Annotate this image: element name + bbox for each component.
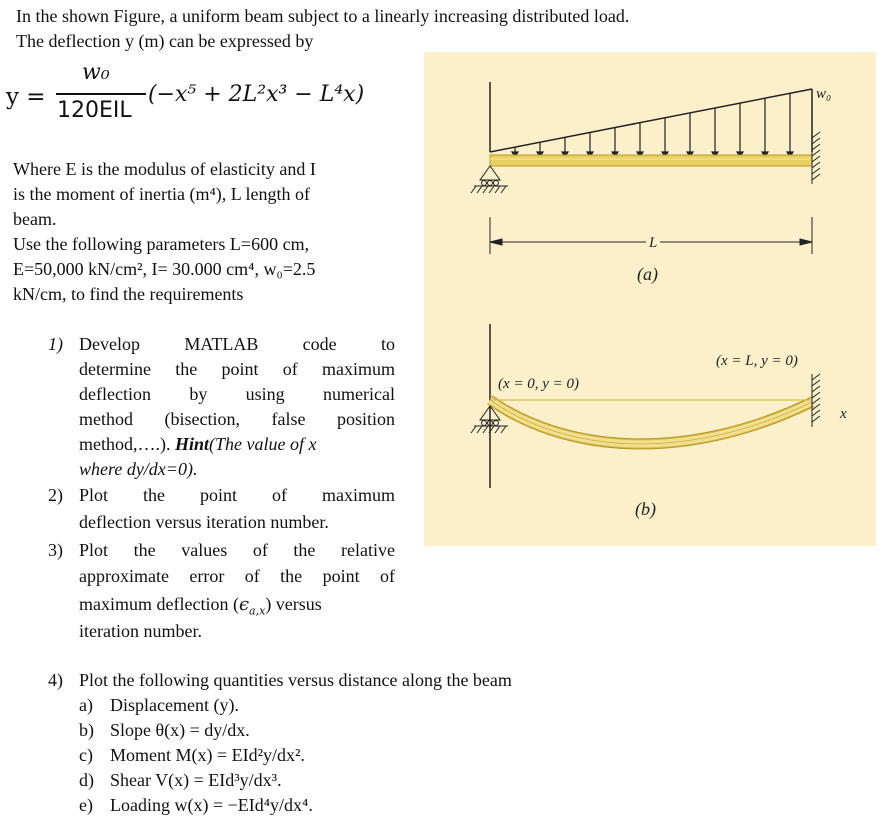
- caption-a: (a): [637, 264, 658, 284]
- requirement-line: iteration number.: [79, 621, 202, 641]
- requirement-line: Plot the values of the relative: [79, 540, 395, 560]
- requirement-number: 2): [48, 485, 63, 505]
- subitem-slope: Slope θ(x) = dy/dx.: [110, 720, 250, 740]
- deflected-beam: [490, 395, 812, 449]
- error-line-prefix: maximum deflection (: [79, 594, 239, 614]
- subitem-letter: b): [79, 720, 94, 740]
- requirement-hint-line: [79, 432, 395, 457]
- parameters-line-1: Use the following parameters L=600 cm,: [13, 234, 310, 254]
- requirement-line: approximate error of the point of: [79, 566, 395, 586]
- subitem-displacement: Displacement (y).: [110, 695, 239, 715]
- x-axis-label: x: [840, 406, 847, 422]
- equation-numerator: w₀: [82, 60, 110, 85]
- requirement-number: 4): [48, 670, 63, 690]
- fixed-wall-b: [812, 374, 820, 427]
- requirement-line: determine the point of maximum: [79, 359, 395, 379]
- requirement-line: Plot the point of maximum: [79, 485, 395, 505]
- intro-line-2: The deflection y (m) can be expressed by: [16, 31, 314, 51]
- epsilon-symbol: ϵ: [238, 594, 250, 615]
- requirement-line: deflection versus iteration number.: [79, 512, 329, 532]
- requirement-number: 1): [48, 334, 63, 354]
- load-slope-line: [490, 89, 812, 152]
- subitem-loading: Loading w(x) = −EId⁴y/dx⁴.: [110, 795, 313, 815]
- beam-diagram: [424, 52, 876, 546]
- intro-line-1: In the shown Figure, a uniform beam subject to a linearly increasing distributed load.: [16, 6, 630, 26]
- requirement-line: [79, 592, 322, 617]
- error-line-suffix: ) versus: [265, 594, 322, 614]
- hint-prefix: method,….).: [79, 434, 175, 454]
- fixed-wall-a: [812, 132, 820, 184]
- span-label: L: [649, 235, 658, 251]
- hint-text-line-2: where dy/dx=0).: [79, 459, 198, 479]
- caption-b: (b): [635, 499, 656, 519]
- beam-figure: [424, 52, 876, 546]
- definition-line-3: beam.: [13, 209, 57, 229]
- equation-lhs: y =: [6, 84, 46, 110]
- parameters-line-2: E=50,000 kN/cm², I= 30.000 cm⁴, w₀=2.5: [13, 259, 316, 279]
- pin-support-a: [471, 166, 508, 193]
- requirement-line: Plot the following quantities versus distance along the beam: [79, 670, 512, 690]
- requirement-line: deflection by using numerical: [79, 384, 395, 404]
- subitem-letter: a): [79, 695, 93, 715]
- requirement-number: 3): [48, 540, 63, 560]
- load-arrows: [512, 93, 793, 157]
- requirement-line: Develop MATLAB code to: [79, 334, 395, 354]
- left-boundary-condition: (x = 0, y = 0): [498, 376, 580, 392]
- definition-line-2: is the moment of inertia (m⁴), L length of: [13, 184, 311, 204]
- equation-denominator: 120EIL: [57, 98, 132, 123]
- hint-label: Hint: [175, 434, 210, 454]
- hint-text: (The value of x: [209, 434, 317, 454]
- definition-line-1: Where E is the modulus of elasticity and I: [13, 159, 316, 179]
- parameters-line-3: kN/cm, to find the requirements: [13, 284, 244, 304]
- load-label: w₀: [816, 86, 832, 102]
- right-boundary-condition: (x = L, y = 0): [716, 353, 798, 369]
- subitem-shear: Shear V(x) = EId³y/dx³.: [110, 770, 282, 790]
- fraction-bar: [56, 93, 146, 95]
- subitem-letter: c): [79, 745, 93, 765]
- subitem-letter: d): [79, 770, 94, 790]
- epsilon-subscript: a,x: [249, 604, 266, 618]
- subitem-moment: Moment M(x) = EId²y/dx².: [110, 745, 305, 765]
- subitem-letter: e): [79, 795, 93, 815]
- requirement-line: method (bisection, false position: [79, 409, 395, 429]
- equation-rhs: (−x⁵ + 2L²x³ − L⁴x): [148, 82, 365, 107]
- beam-a: [490, 155, 812, 166]
